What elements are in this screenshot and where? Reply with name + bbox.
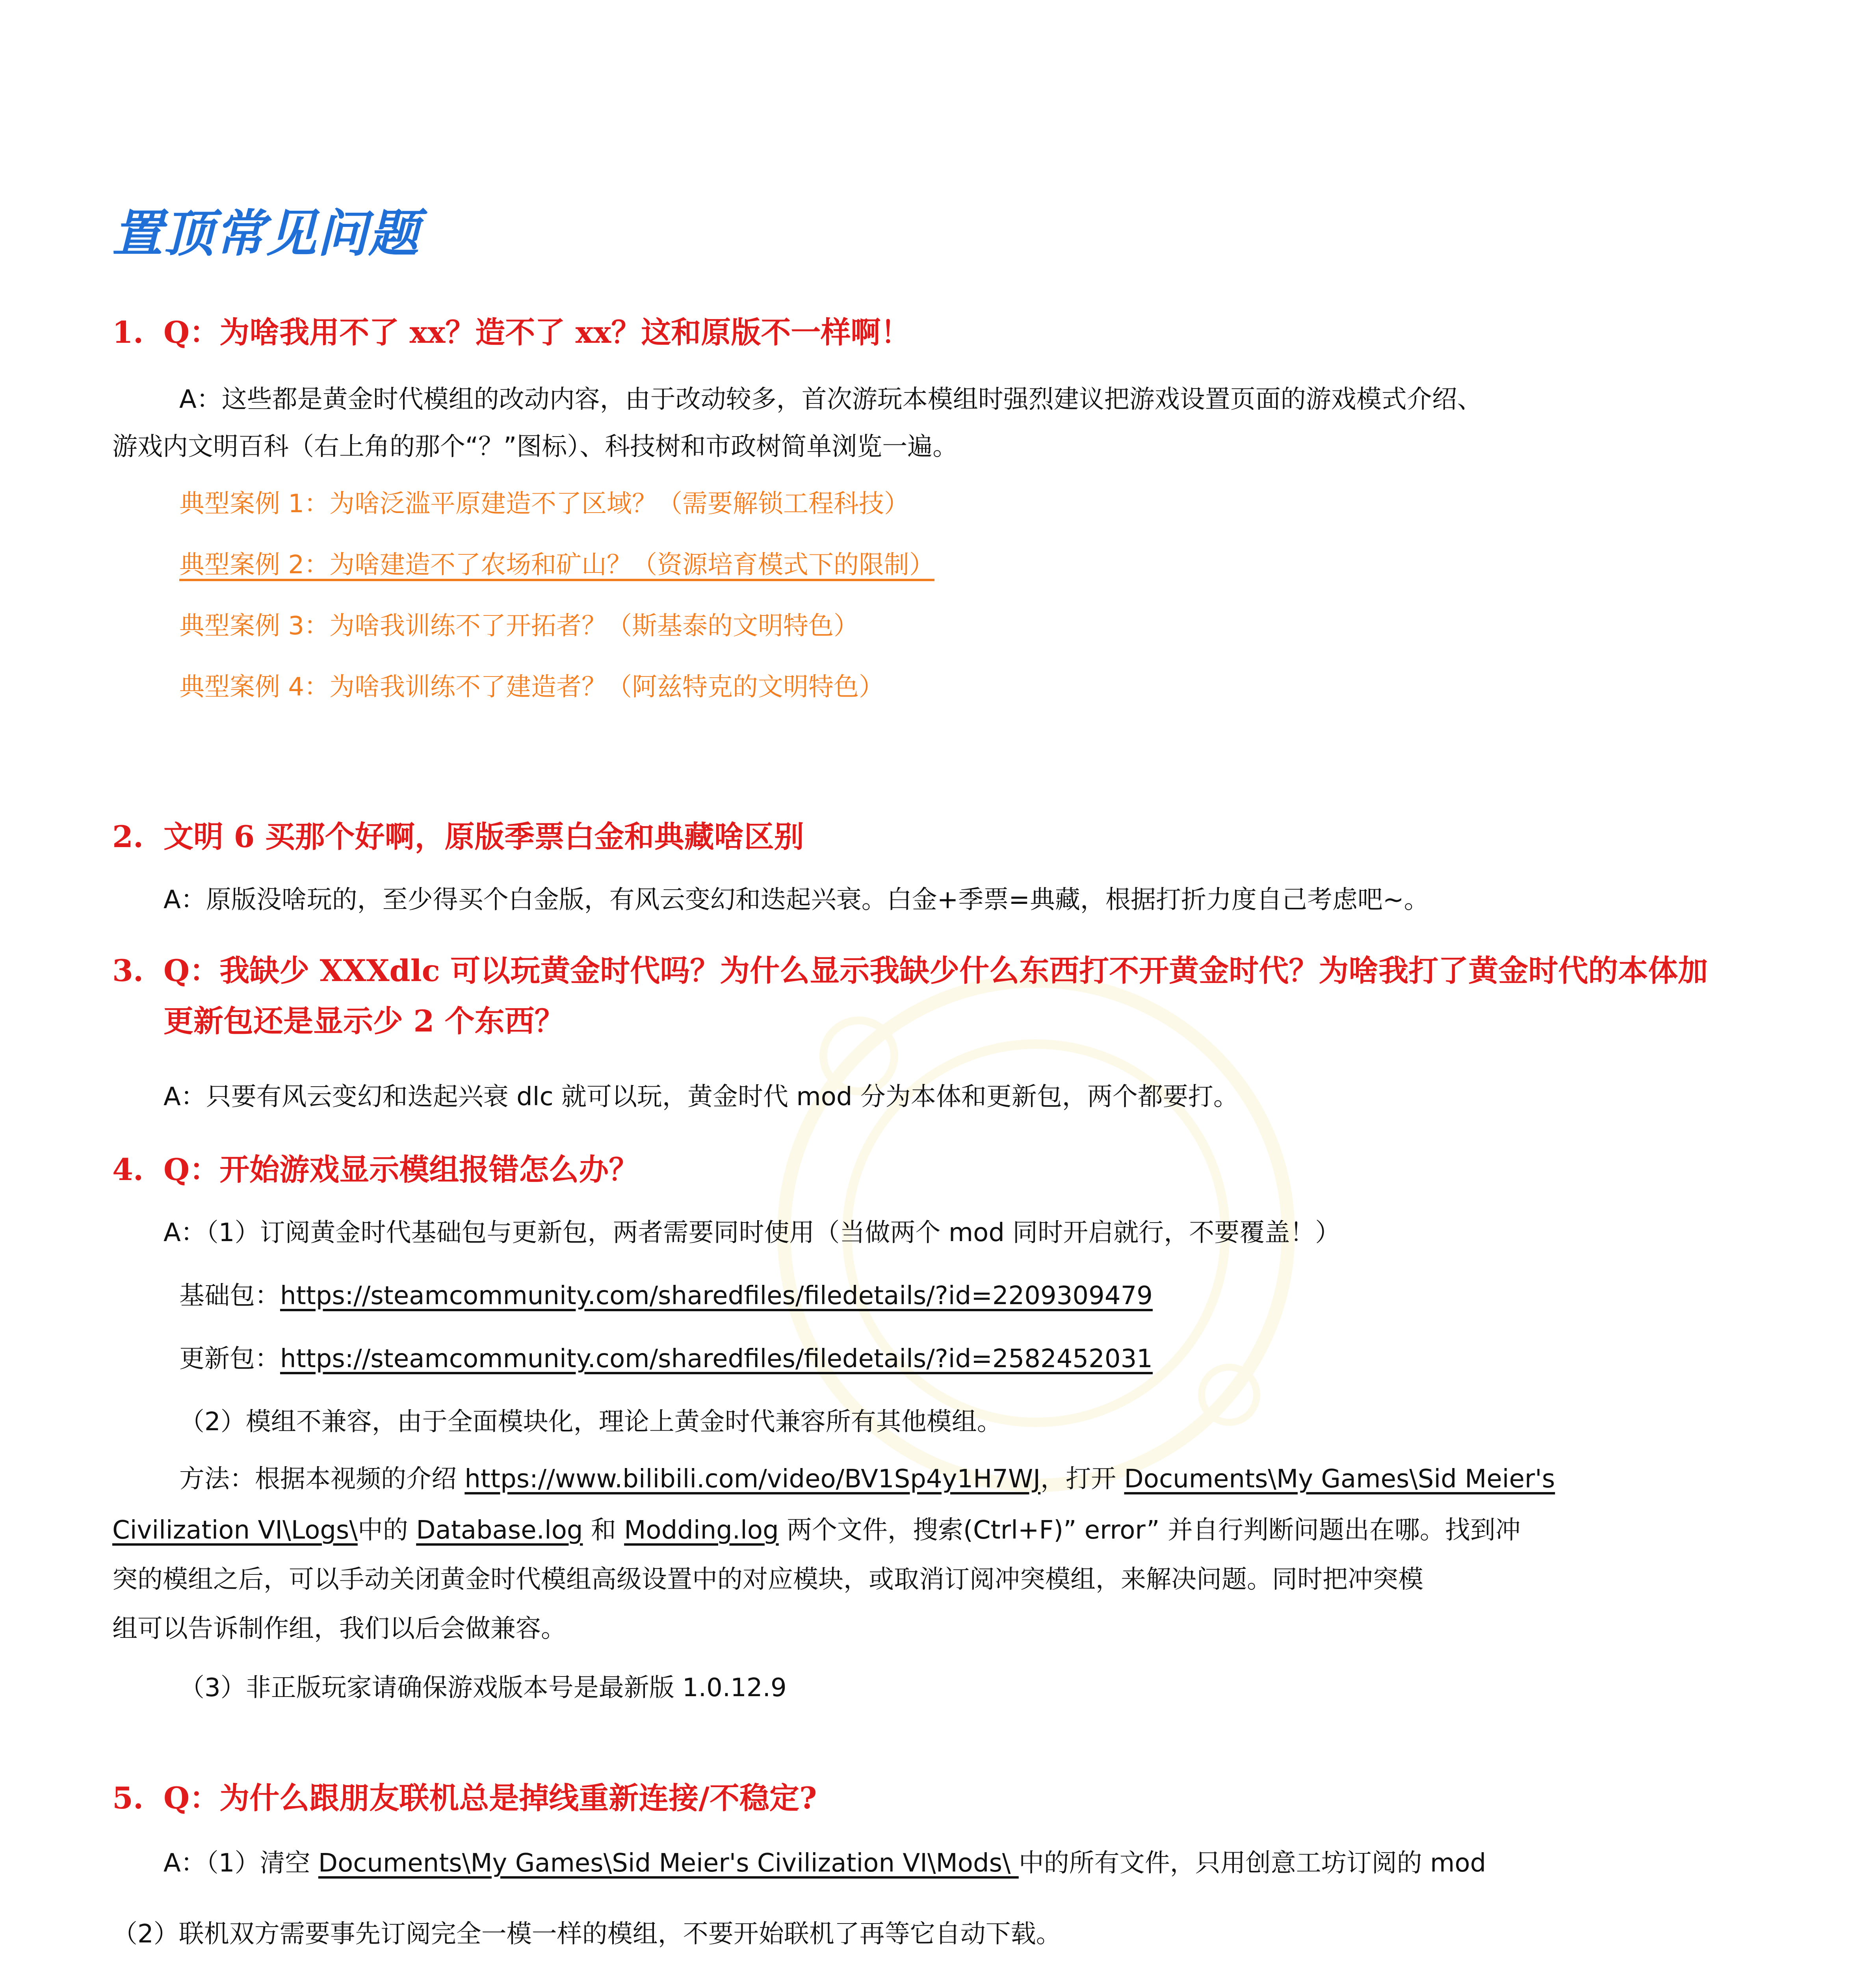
question-1 xyxy=(112,307,1767,358)
base-pack-link[interactable]: https://steamcommunity.com/sharedfiles/filedetails/?id=2209309479 xyxy=(280,1281,1153,1310)
answer-5-part-1 xyxy=(163,1838,1818,1888)
answer-1-line-1: A：这些都是黄金时代模组的改动内容，由于改动较多，首次游玩本模组时强烈建议把游戏设置页面的游戏模式介绍、 xyxy=(179,385,1482,414)
question-number: 3. xyxy=(112,953,144,988)
docs-path-link-part-2[interactable]: Civilization VI\Logs\ xyxy=(112,1516,358,1545)
question-number: 5. xyxy=(112,1780,144,1816)
question-text: Q：为啥我用不了 xx？造不了 xx？这和原版不一样啊！ xyxy=(163,315,911,350)
modding-log-link[interactable]: Modding.log xyxy=(624,1516,779,1545)
case-3: 典型案例 3：为啥我训练不了开拓者？（斯基泰的文明特色） xyxy=(179,611,859,641)
question-text-line-1: Q：我缺少 XXXdlc 可以玩黄金时代吗？为什么显示我缺少什么东西打不开黄金时代？为啥我打了黄金时代的本体加 xyxy=(163,953,1708,988)
question-text: Q：开始游戏显示模组报错怎么办？ xyxy=(163,1152,639,1187)
answer-5-part-2: （2）联机双方需要事先订阅完全一模一样的模组，不要开始联机了再等它自动下载。 xyxy=(112,1920,1061,1949)
question-number: 1. xyxy=(112,315,144,350)
mods-path-link[interactable]: Documents\My Games\Sid Meier's Civilization VI\Mods\ xyxy=(318,1849,1019,1878)
question-2 xyxy=(112,812,1767,862)
method-prefix: 方法：根据本视频的介绍 xyxy=(179,1464,465,1494)
question-number: 2. xyxy=(112,819,144,854)
base-pack-line xyxy=(179,1271,1153,1321)
question-4 xyxy=(112,1145,1767,1195)
method-rest: 两个文件，搜索(Ctrl+F)” error” 并自行判断问题出在哪。找到冲 xyxy=(778,1516,1521,1545)
database-log-link[interactable]: Database.log xyxy=(416,1516,583,1545)
question-text: Q：为什么跟朋友联机总是掉线重新连接/不稳定? xyxy=(163,1780,817,1816)
answer-5-prefix: A：（1）清空 xyxy=(163,1849,318,1878)
method-open: ，打开 xyxy=(1040,1464,1124,1494)
case-4: 典型案例 4：为啥我训练不了建造者？（阿兹特克的文明特色） xyxy=(179,673,884,702)
answer-4-part-3: （3）非正版玩家请确保游戏版本号是最新版 1.0.12.9 xyxy=(179,1673,787,1702)
page-title: 置顶常见问题 xyxy=(112,204,420,263)
question-text: 文明 6 买那个好啊，原版季票白金和典藏啥区别 xyxy=(163,819,804,854)
answer-1-line-2: 游戏内文明百科（右上角的那个“？”图标）、科技树和市政树简单浏览一遍。 xyxy=(112,432,958,461)
answer-3: A：只要有风云变幻和迭起兴衰 dlc 就可以玩，黄金时代 mod 分为本体和更新包，两个都要打。 xyxy=(163,1082,1239,1111)
method-in: 中的 xyxy=(357,1516,416,1545)
answer-5-rest: 中的所有文件，只用创意工坊订阅的 mod xyxy=(1018,1849,1486,1878)
case-1: 典型案例 1：为啥泛滥平原建造不了区域？（需要解锁工程科技） xyxy=(179,489,910,519)
answer-4-part-1: A：（1）订阅黄金时代基础包与更新包，两者需要同时使用（当做两个 mod 同时开启就行，不要覆盖！） xyxy=(163,1218,1341,1247)
docs-path-link-part-1[interactable]: Documents\My Games\Sid Meier's xyxy=(1124,1464,1555,1494)
method-line-4: 组可以告诉制作组，我们以后会做兼容。 xyxy=(112,1614,566,1643)
method-line-2 xyxy=(112,1505,1767,1556)
case-2: 典型案例 2：为啥建造不了农场和矿山？（资源培育模式下的限制） xyxy=(179,550,935,580)
method-line-1 xyxy=(179,1454,1834,1504)
method-and: 和 xyxy=(583,1516,624,1545)
answer-4-part-2: （2）模组不兼容，由于全面模块化，理论上黄金时代兼容所有其他模组。 xyxy=(179,1407,1002,1437)
question-5 xyxy=(112,1773,1767,1823)
question-text-line-2: 更新包还是显示少 2 个东西？ xyxy=(163,1004,565,1039)
update-pack-label: 更新包： xyxy=(179,1344,280,1373)
base-pack-label: 基础包： xyxy=(179,1281,280,1310)
method-line-3: 突的模组之后，可以手动关闭黄金时代模组高级设置中的对应模块，或取消订阅冲突模组，来解决问题。同时把冲突模 xyxy=(112,1565,1423,1594)
answer-2: A：原版没啥玩的，至少得买个白金版，有风云变幻和迭起兴衰。白金+季票=典藏，根据打折力度自己考虑吧~。 xyxy=(163,885,1429,914)
update-pack-line xyxy=(179,1334,1153,1384)
question-3 xyxy=(112,946,1767,1046)
video-link[interactable]: https://www.bilibili.com/video/BV1Sp4y1H7WJ xyxy=(464,1464,1041,1494)
question-number: 4. xyxy=(112,1152,144,1187)
update-pack-link[interactable]: https://steamcommunity.com/sharedfiles/filedetails/?id=2582452031 xyxy=(280,1344,1153,1373)
